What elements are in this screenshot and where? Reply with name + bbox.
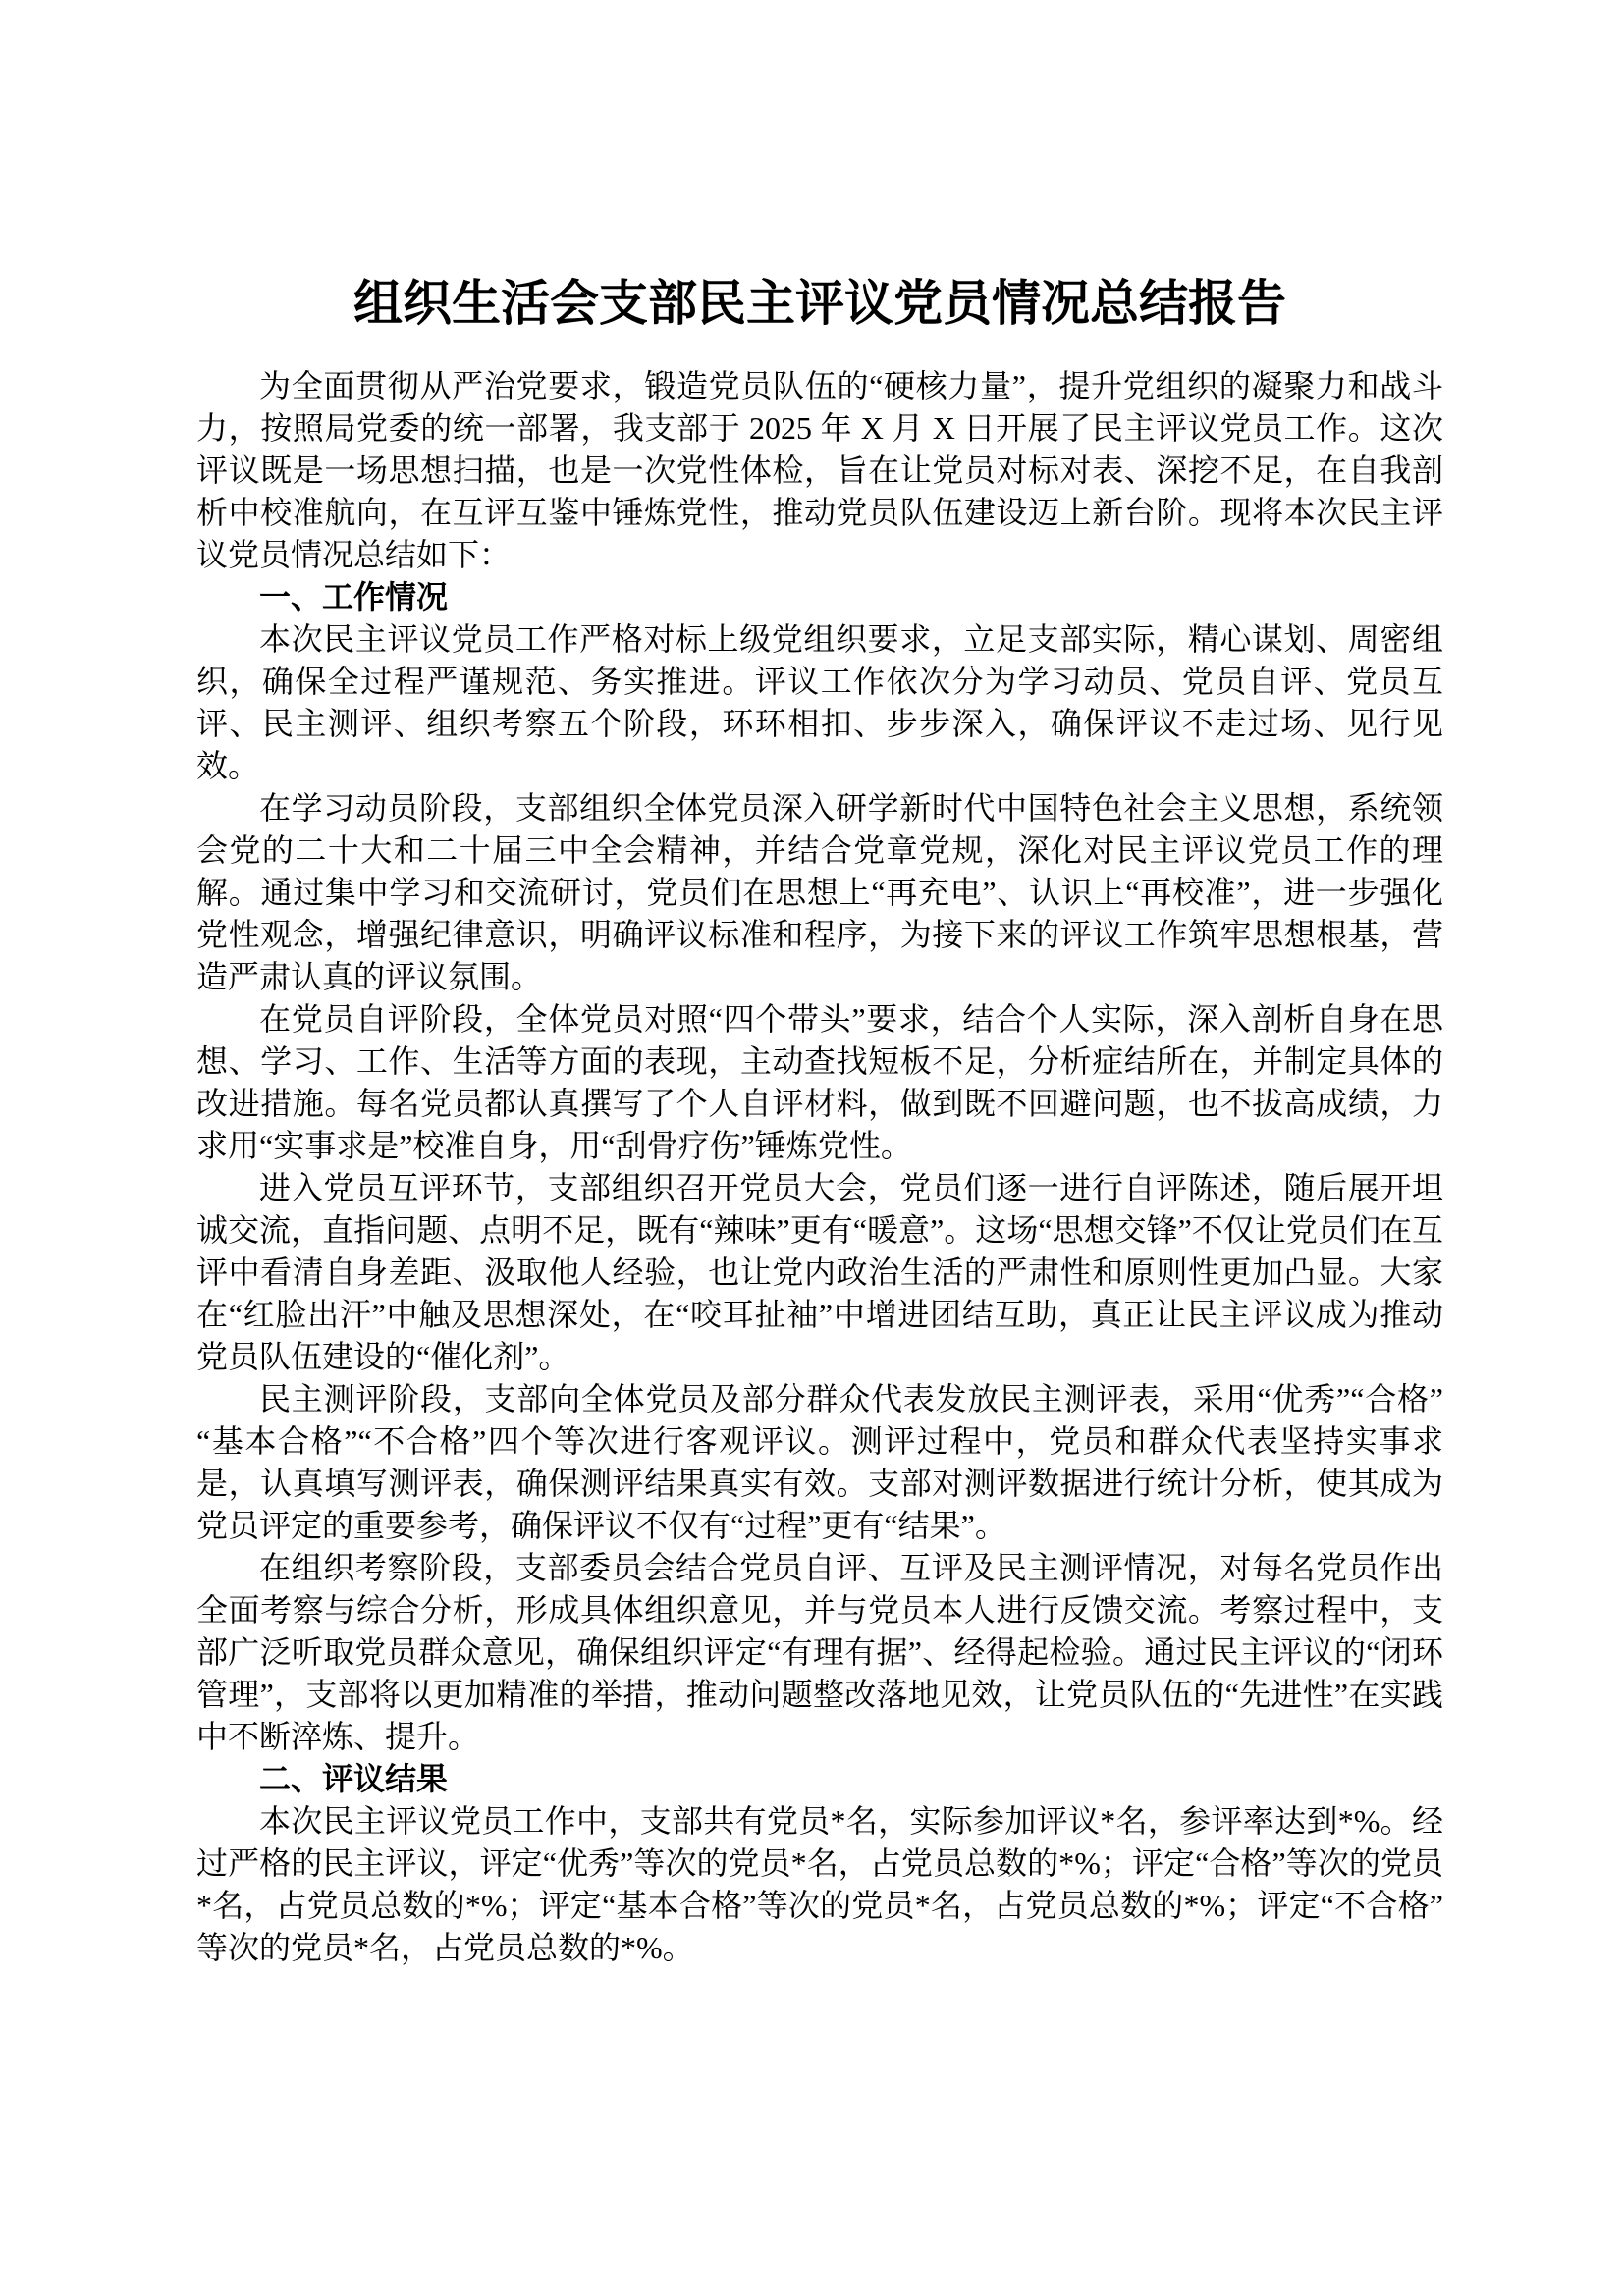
paragraph-work-overall: 本次民主评议党员工作严格对标上级党组织要求，立足支部实际，精心谋划、周密组织，确保全过程严谨规范、务实推进。评议工作依次分为学习动员、党员自评、党员互评、民主测评、组织考察五个阶段，环环相扣、步步深入，确保评议不走过场、见行见效。 xyxy=(196,621,1443,783)
paragraph-stage-democratic-assessment: 民主测评阶段，支部向全体党员及部分群众代表发放民主测评表，采用“优秀”“合格”“基本合格”“不合格”四个等次进行客观评议。测评过程中，党员和群众代表坚持实事求是，认真填写测评表，确保测评结果真实有效。支部对测评数据进行统计分析，使其成为党员评定的重要参考，确保评议不仅有“过程”更有“结果”。 xyxy=(196,1381,1443,1543)
paragraph-stage-mutual-review: 进入党员互评环节，支部组织召开党员大会，党员们逐一进行自评陈述，随后展开坦诚交流，直指问题、点明不足，既有“辣味”更有“暖意”。这场“思想交锋”不仅让党员们在互评中看清自身差距、汲取他人经验，也让党内政治生活的严肃性和原则性更加凸显。大家在“红脸出汗”中触及思想深处，在“咬耳扯袖”中增进团结互助，真正让民主评议成为推动党员队伍建设的“催化剂”。 xyxy=(196,1170,1443,1374)
paragraph-stage-organizational-inspection: 在组织考察阶段，支部委员会结合党员自评、互评及民主测评情况，对每名党员作出全面考察与综合分析，形成具体组织意见，并与党员本人进行反馈交流。考察过程中，支部广泛听取党员群众意见，确保组织评定“有理有据”、经得起检验。通过民主评议的“闭环管理”，支部将以更加精准的举措，推动问题整改落地见效，让党员队伍的“先进性”在实践中不断淬炼、提升。 xyxy=(196,1550,1443,1754)
heading-work-situation: 一、工作情况 xyxy=(259,579,449,614)
paragraph-stage-self-review: 在党员自评阶段，全体党员对照“四个带头”要求，结合个人实际，深入剖析自身在思想、学习、工作、生活等方面的表现，主动查找短板不足，分析症结所在，并制定具体的改进措施。每名党员都认真撰写了个人自评材料，做到既不回避问题，也不拔高成绩，力求用“实事求是”校准自身，用“刮骨疗伤”锤炼党性。 xyxy=(196,1001,1443,1163)
paragraph-stage-study-mobilization: 在学习动员阶段，支部组织全体党员深入研学新时代中国特色社会主义思想，系统领会党的二十大和二十届三中全会精神，并结合党章党规，深化对民主评议党员工作的理解。通过集中学习和交流研讨，党员们在思想上“再充电”、认识上“再校准”，进一步强化党性观念，增强纪律意识，明确评议标准和程序，为接下来的评议工作筑牢思想根基，营造严肃认真的评议氛围。 xyxy=(196,790,1443,994)
document-title: 组织生活会支部民主评议党员情况总结报告 xyxy=(353,276,1286,331)
heading-review-results: 二、评议结果 xyxy=(259,1761,449,1796)
paragraph-review-results: 本次民主评议党员工作中，支部共有党员*名，实际参加评议*名，参评率达到*%。经过严格的民主评议，评定“优秀”等次的党员*名，占党员总数的*%；评定“合格”等次的党员*名，占党员总数的*%；评定“基本合格”等次的党员*名，占党员总数的*%；评定“不合格”等次的党员*名，占党员总数的*%。 xyxy=(196,1803,1443,1965)
paragraph-overview: 为全面贯彻从严治党要求，锻造党员队伍的“硬核力量”，提升党组织的凝聚力和战斗力，按照局党委的统一部署，我支部于 2025 年 X 月 X 日开展了民主评议党员工作。这次评议既是一场思想扫描，也是一次党性体检，旨在让党员对标对表、深挖不足，在自我剖析中校准航向，在互评互鉴中锤炼党性，推动党员队伍建设迈上新台阶。现将本次民主评议党员情况总结如下： xyxy=(196,368,1443,572)
